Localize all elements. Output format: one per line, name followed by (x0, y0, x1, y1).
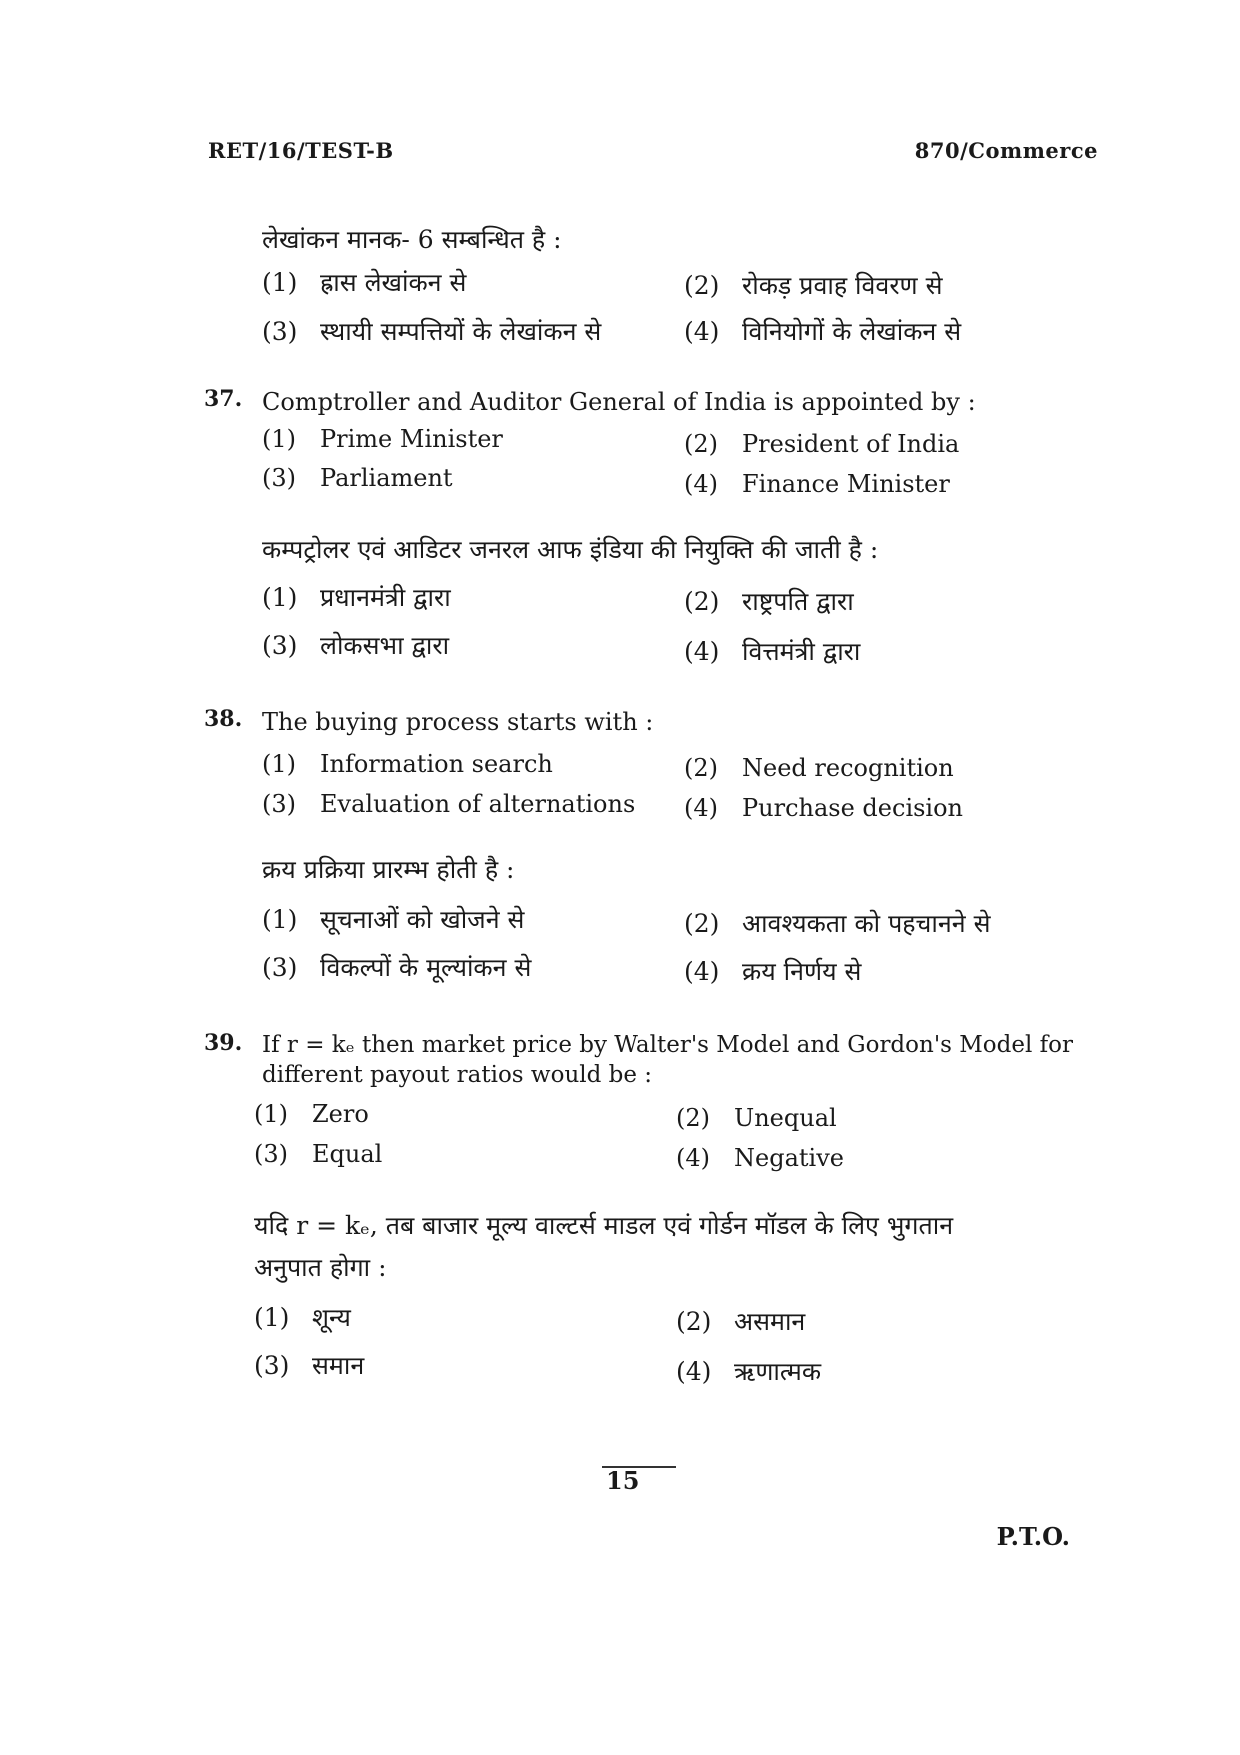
q38-option-2: (2) Need recognition (684, 754, 954, 782)
q36-hindi-option-3: (3) स्थायी सम्पत्तियों के लेखांकन से (262, 317, 602, 346)
q38-option-3: (3) Evaluation of alternations (262, 790, 636, 818)
q39-option-1: (1) Zero (254, 1100, 369, 1128)
q39-stem-line-1: If r = kₑ then market price by Walter's Model and Gordon's Model for (262, 1032, 1074, 1058)
q37-number: 37. (204, 386, 243, 412)
q37-hindi-option-4: (4) वित्तमंत्री द्वारा (684, 637, 861, 666)
q39-number: 39. (204, 1030, 243, 1056)
q39-option-4: (4) Negative (676, 1144, 844, 1172)
q39-hindi-option-3: (3) समान (254, 1351, 365, 1380)
q38-hindi-option-3: (3) विकल्पों के मूल्यांकन से (262, 953, 532, 982)
q37-option-4: (4) Finance Minister (684, 470, 950, 498)
q37-hindi-option-2: (2) राष्ट्रपति द्वारा (684, 587, 854, 616)
q37-option-3: (3) Parliament (262, 464, 453, 492)
q37-stem: Comptroller and Auditor General of India is appointed by : (262, 388, 976, 416)
q37-option-1: (1) Prime Minister (262, 425, 503, 453)
q37-hindi-option-1: (1) प्रधानमंत्री द्वारा (262, 583, 451, 612)
q39-option-3: (3) Equal (254, 1140, 383, 1168)
q37-option-2: (2) President of India (684, 430, 960, 458)
q36-hindi-option-1: (1) ह्रास लेखांकन से (262, 268, 467, 297)
paper-code: RET/16/TEST-B (208, 138, 394, 163)
q39-hindi-stem-line-2: अनुपात होगा : (254, 1253, 387, 1282)
q36-hindi-option-4: (4) विनियोगों के लेखांकन से (684, 317, 962, 346)
q38-stem: The buying process starts with : (262, 708, 654, 736)
q39-hindi-option-4: (4) ऋणात्मक (676, 1357, 822, 1386)
page-number: 15 (606, 1466, 640, 1495)
q38-hindi-option-2: (2) आवश्यकता को पहचानने से (684, 909, 991, 938)
q37-hindi-stem: कम्पट्रोलर एवं आडिटर जनरल आफ इंडिया की नियुक्ति की जाती है : (262, 535, 879, 564)
q38-option-1: (1) Information search (262, 750, 553, 778)
q38-option-4: (4) Purchase decision (684, 794, 964, 822)
q39-stem-line-2: different payout ratios would be : (262, 1062, 653, 1088)
please-turn-over: P.T.O. (996, 1522, 1070, 1551)
q38-hindi-option-1: (1) सूचनाओं को खोजने से (262, 905, 525, 934)
q37-hindi-option-3: (3) लोकसभा द्वारा (262, 631, 450, 660)
q39-hindi-option-2: (2) असमान (676, 1307, 806, 1336)
q38-hindi-stem: क्रय प्रक्रिया प्रारम्भ होती है : (262, 855, 515, 884)
q39-hindi-option-1: (1) शून्य (254, 1303, 351, 1332)
subject-code: 870/Commerce (914, 138, 1098, 163)
q39-option-2: (2) Unequal (676, 1104, 837, 1132)
q38-number: 38. (204, 706, 243, 732)
q36-hindi-stem: लेखांकन मानक- 6 सम्बन्धित है : (262, 225, 562, 254)
q38-hindi-option-4: (4) क्रय निर्णय से (684, 957, 862, 986)
q36-hindi-option-2: (2) रोकड़ प्रवाह विवरण से (684, 271, 943, 300)
q39-hindi-stem-line-1: यदि r = kₑ, तब बाजार मूल्य वाल्टर्स माडल एवं गोर्डन मॉडल के लिए भुगतान (254, 1211, 954, 1240)
